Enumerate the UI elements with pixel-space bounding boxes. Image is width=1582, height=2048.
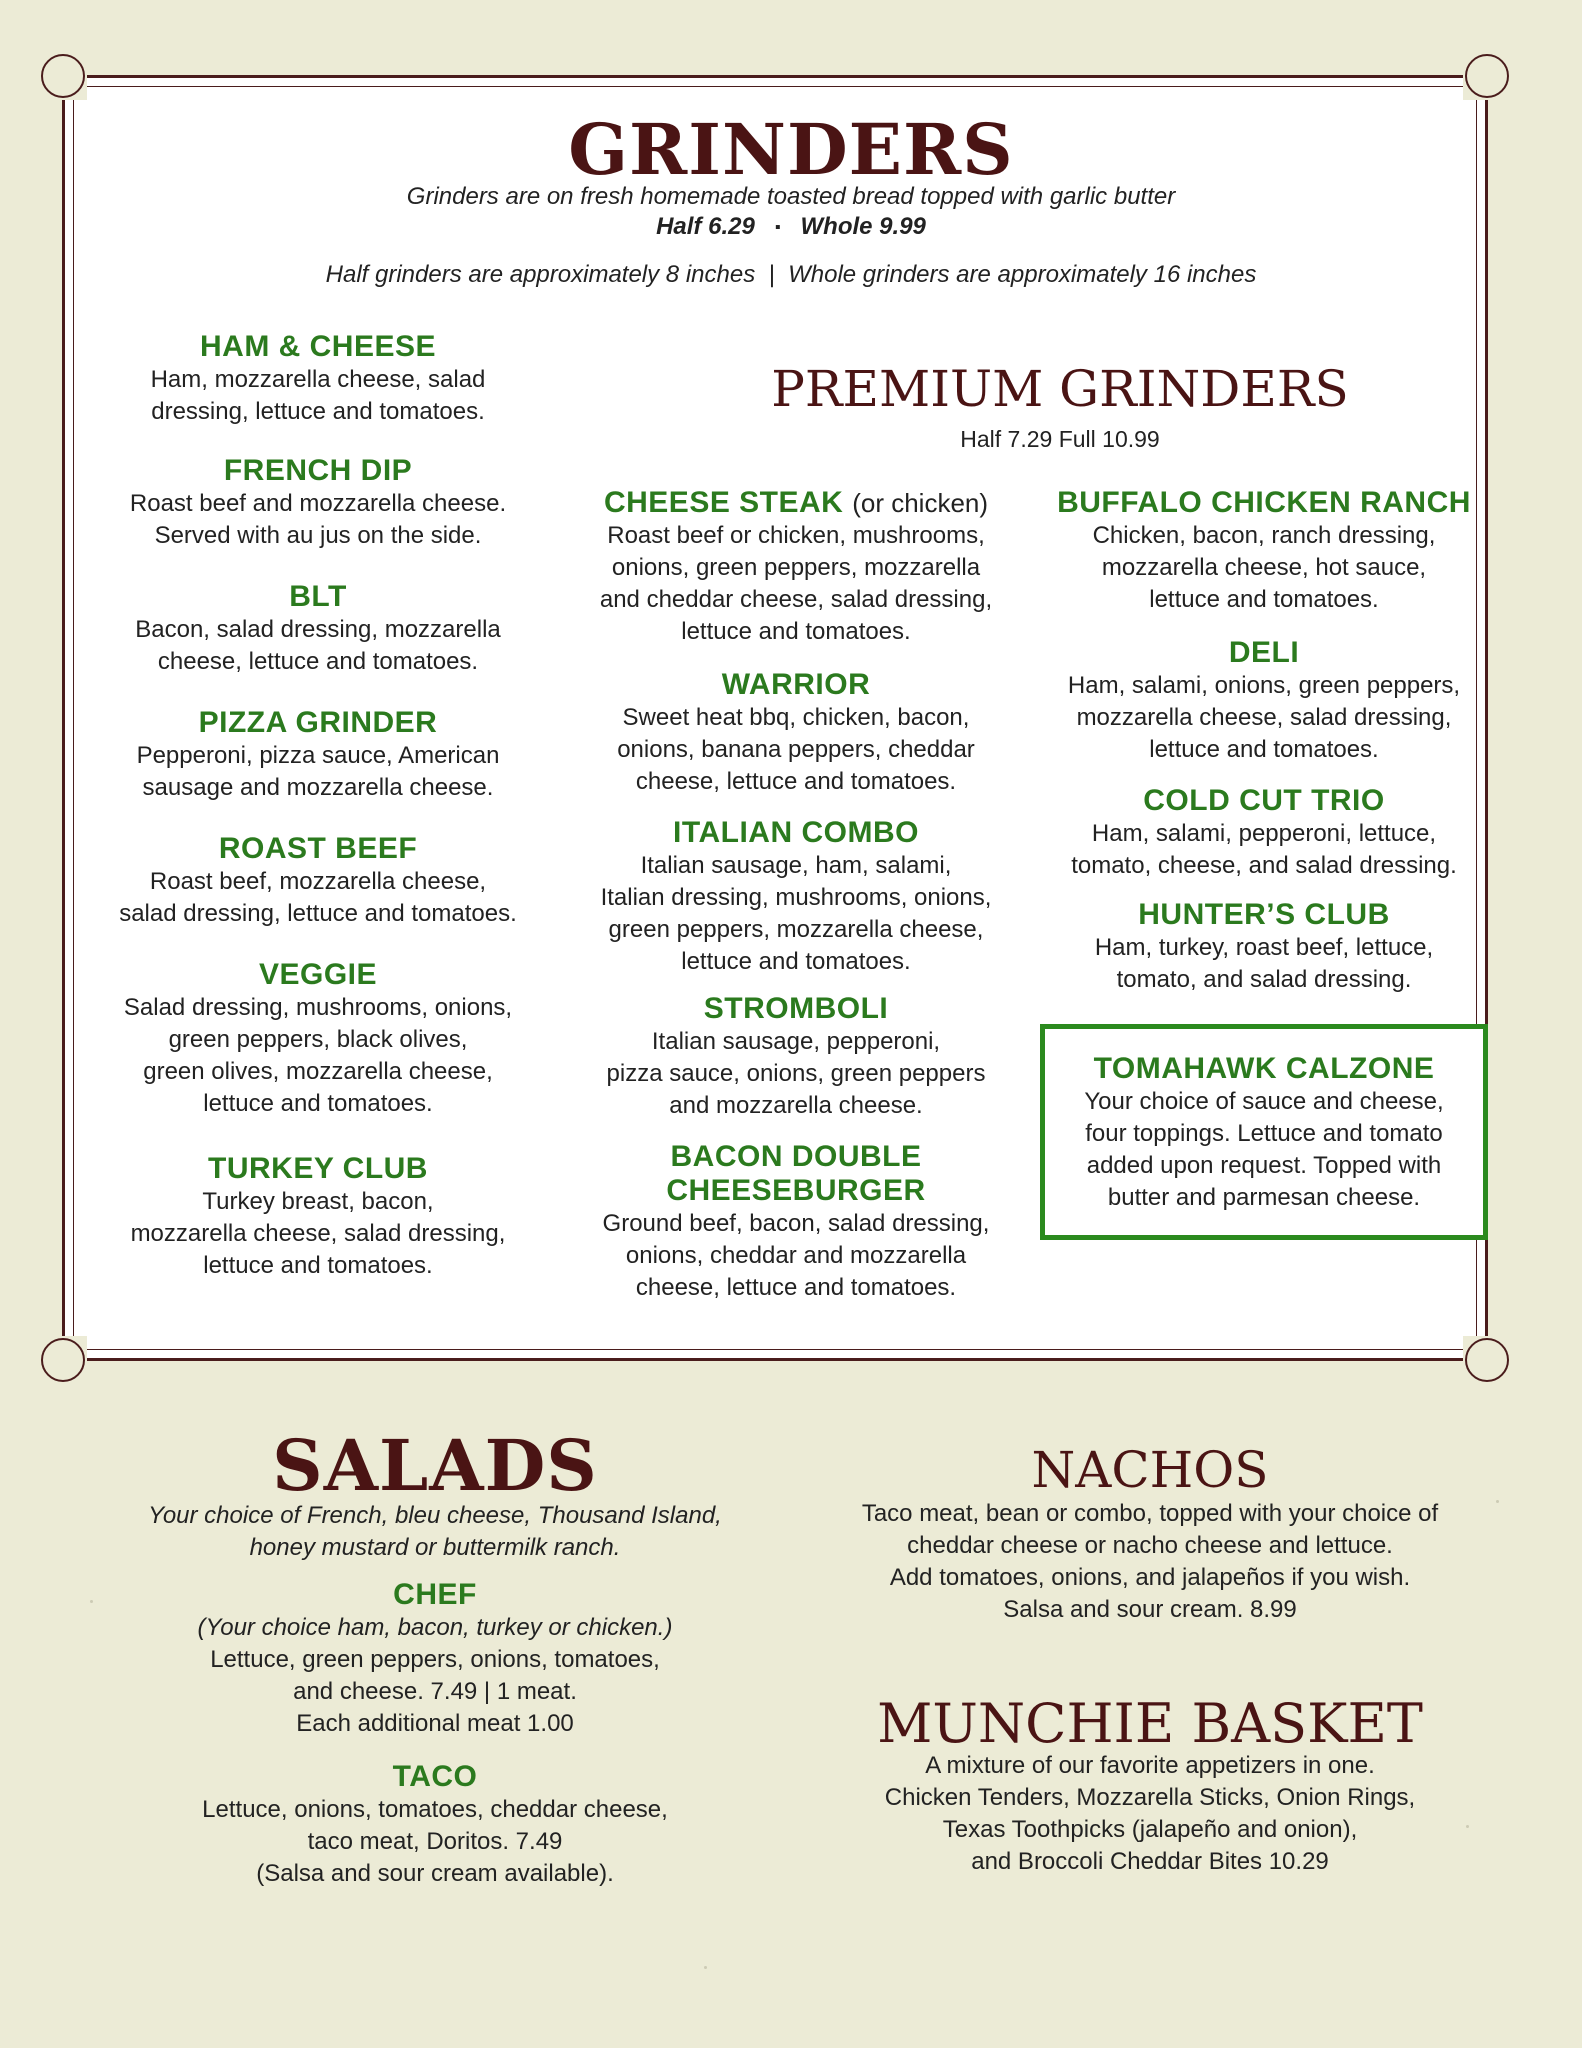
item-desc-line: Bacon, salad dressing, mozzarella <box>135 616 501 643</box>
menu-item-tomahawk-calzone <box>1040 1052 1488 1214</box>
item-desc-line: cheese, lettuce and tomatoes. <box>635 768 957 795</box>
item-desc-line: lettuce and tomatoes. <box>1149 586 1379 613</box>
item-name-line: CHEESEBURGER <box>666 1174 926 1207</box>
item-name: STROMBOLI <box>703 992 889 1025</box>
item-name <box>566 486 1026 520</box>
item-desc-line: Add tomatoes, onions, and jalapeños if you wish. <box>889 1564 1411 1591</box>
item-name: HUNTER’S CLUB <box>1138 898 1390 931</box>
item-desc-line: Texas Toothpicks (jalapeño and onion), <box>942 1816 1358 1843</box>
menu-item-stromboli <box>566 992 1026 1122</box>
munchie-desc <box>790 1750 1510 1878</box>
item-name: FRENCH DIP <box>223 454 413 487</box>
item-desc-line: Italian sausage, ham, salami, <box>640 852 952 879</box>
menu-item-roast-beef <box>82 832 554 930</box>
whole-price: Whole 9.99 <box>800 213 926 240</box>
item-name: TURKEY CLUB <box>208 1152 428 1185</box>
munchie-title: MUNCHIE BASKET <box>877 1692 1423 1755</box>
item-desc-line: Chicken Tenders, Mozzarella Sticks, Onion Rings, <box>884 1784 1416 1811</box>
item-name: DELI <box>1228 636 1300 669</box>
premium-prices: Half 7.29 Full 10.99 <box>960 426 1160 452</box>
item-desc-line: and Broccoli Cheddar Bites 10.29 <box>971 1848 1329 1875</box>
grinders-intro: Grinders are on fresh homemade toasted bread topped with garlic butter <box>406 183 1176 210</box>
grinders-sizes: Half grinders are approximately 8 inches | Whole grinders are approximately 16 inches <box>325 261 1257 288</box>
item-desc-line: lettuce and tomatoes. <box>681 948 911 975</box>
item-desc-line: Roast beef, mozzarella cheese, <box>149 868 487 895</box>
premium-title: PREMIUM GRINDERS <box>771 360 1349 418</box>
corner-ornament <box>61 1336 87 1362</box>
item-desc-line: Each additional meat 1.00 <box>296 1710 574 1737</box>
item-desc-line: Ham, turkey, roast beef, lettuce, <box>1094 934 1434 961</box>
menu-item-turkey-club <box>82 1152 554 1282</box>
menu-item-veggie <box>82 958 554 1120</box>
item-desc-line: Ham, salami, onions, green peppers, <box>1067 672 1461 699</box>
salads-intro-line: honey mustard or buttermilk ranch. <box>249 1534 621 1561</box>
item-desc-line: green olives, mozzarella cheese, <box>143 1058 493 1085</box>
item-desc-line: mozzarella cheese, salad dressing, <box>130 1220 506 1247</box>
item-name: VEGGIE <box>258 958 378 991</box>
item-desc-line: dressing, lettuce and tomatoes. <box>151 398 485 425</box>
item-desc-line: Your choice of sauce and cheese, <box>1084 1088 1444 1115</box>
item-desc-line: added upon request. Topped with <box>1086 1152 1442 1179</box>
item-desc-line: Chicken, bacon, ranch dressing, <box>1092 522 1436 549</box>
paper-speck <box>90 1600 93 1603</box>
item-desc-line: Turkey breast, bacon, <box>202 1188 434 1215</box>
item-desc-line: butter and parmesan cheese. <box>1107 1184 1421 1211</box>
grinders-prices <box>0 212 1582 243</box>
item-desc-line: Pepperoni, pizza sauce, American <box>136 742 500 769</box>
item-desc-line: tomato, and salad dressing. <box>1116 966 1412 993</box>
grinders-title: GRINDERS <box>568 108 1014 191</box>
item-note: (or chicken) <box>852 488 989 518</box>
item-desc-line: Lettuce, green peppers, onions, tomatoes, <box>210 1646 660 1673</box>
item-desc-line: salad dressing, lettuce and tomatoes. <box>119 900 517 927</box>
item-desc-line: lettuce and tomatoes. <box>203 1252 433 1279</box>
item-desc-line: Lettuce, onions, tomatoes, cheddar cheese, <box>202 1796 668 1823</box>
corner-ornament <box>61 74 87 100</box>
item-name: CHEF <box>393 1578 477 1611</box>
item-desc-line: Taco meat, bean or combo, topped with your choice of <box>861 1500 1439 1527</box>
nachos-desc <box>790 1498 1510 1626</box>
corner-ornament <box>1463 74 1489 100</box>
item-desc-line: four toppings. Lettuce and tomato <box>1085 1120 1443 1147</box>
item-name: HAM & CHEESE <box>199 330 437 363</box>
item-name: ITALIAN COMBO <box>673 816 919 849</box>
menu-item-french-dip <box>82 454 554 552</box>
price-separator: ▪ <box>774 219 781 236</box>
item-name: WARRIOR <box>721 668 871 701</box>
item-desc-line: green peppers, black olives, <box>168 1026 468 1053</box>
item-desc-line: sausage and mozzarella cheese. <box>142 774 494 801</box>
corner-ornament <box>1463 1336 1489 1362</box>
menu-item-deli <box>1034 636 1494 766</box>
item-desc-line: tomato, cheese, and salad dressing. <box>1071 852 1457 879</box>
item-name: ROAST BEEF <box>218 832 418 865</box>
salads-intro <box>100 1500 770 1564</box>
menu-item-blt <box>82 580 554 678</box>
item-desc-line: mozzarella cheese, hot sauce, <box>1101 554 1427 581</box>
item-desc-line: mozzarella cheese, salad dressing, <box>1076 704 1452 731</box>
item-desc-line: taco meat, Doritos. 7.49 <box>307 1828 563 1855</box>
half-price: Half 6.29 <box>656 213 755 240</box>
item-desc-line: cheese, lettuce and tomatoes. <box>157 648 479 675</box>
menu-item-taco-salad <box>100 1760 770 1890</box>
menu-item-italian-combo <box>566 816 1026 978</box>
item-desc-line: lettuce and tomatoes. <box>203 1090 433 1117</box>
item-name: TOMAHAWK CALZONE <box>1093 1052 1435 1085</box>
item-desc-line: Sweet heat bbq, chicken, bacon, <box>622 704 970 731</box>
menu-item-chef-salad <box>100 1578 770 1740</box>
menu-item-pizza-grinder <box>82 706 554 804</box>
item-desc-line: A mixture of our favorite appetizers in one. <box>925 1752 1375 1779</box>
item-desc-line: Served with au jus on the side. <box>154 522 482 549</box>
item-desc-line: and cheddar cheese, salad dressing, <box>599 586 993 613</box>
item-desc-line: lettuce and tomatoes. <box>1149 736 1379 763</box>
item-desc-line: Italian dressing, mushrooms, onions, <box>600 884 992 911</box>
item-name-line: BACON DOUBLE <box>670 1140 922 1173</box>
menu-item-cheese-steak <box>566 486 1026 648</box>
item-desc-line: Ham, mozzarella cheese, salad <box>150 366 486 393</box>
menu-item-bacon-double-cheeseburger <box>566 1140 1026 1304</box>
item-name: TACO <box>392 1760 478 1793</box>
paper-speck <box>704 1966 707 1969</box>
item-desc-line: and cheese. 7.49 | 1 meat. <box>293 1678 577 1705</box>
menu-item-cold-cut-trio <box>1034 784 1494 882</box>
item-note: (Your choice ham, bacon, turkey or chicken.) <box>197 1614 673 1641</box>
item-desc-line: Italian sausage, pepperoni, <box>651 1028 941 1055</box>
item-desc-line: lettuce and tomatoes. <box>681 618 911 645</box>
salads-title: SALADS <box>272 1424 598 1507</box>
item-desc-line: green peppers, mozzarella cheese, <box>608 916 984 943</box>
menu-item-buffalo-chicken-ranch <box>1034 486 1494 616</box>
item-name: BLT <box>289 580 347 613</box>
item-desc-line: (Salsa and sour cream available). <box>256 1860 614 1887</box>
item-desc-line: Roast beef and mozzarella cheese. <box>129 490 507 517</box>
item-desc-line: Salad dressing, mushrooms, onions, <box>123 994 513 1021</box>
item-desc-line: onions, cheddar and mozzarella <box>625 1242 967 1269</box>
item-name: PIZZA GRINDER <box>198 706 438 739</box>
salads-intro-line: Your choice of French, bleu cheese, Thousand Island, <box>148 1502 722 1529</box>
item-desc-line: cheese, lettuce and tomatoes. <box>635 1274 957 1301</box>
item-desc-line: Ground beef, bacon, salad dressing, <box>602 1210 990 1237</box>
item-desc-line: and mozzarella cheese. <box>669 1092 923 1119</box>
item-name: BUFFALO CHICKEN RANCH <box>1057 486 1471 519</box>
nachos-title: NACHOS <box>1031 1441 1269 1499</box>
item-name: COLD CUT TRIO <box>1143 784 1385 817</box>
item-desc-line: cheddar cheese or nacho cheese and lettuce. <box>907 1532 1393 1559</box>
item-desc-line: Roast beef or chicken, mushrooms, <box>607 522 985 549</box>
item-desc-line: onions, green peppers, mozzarella <box>611 554 981 581</box>
menu-item-warrior <box>566 668 1026 798</box>
item-desc-line: onions, banana peppers, cheddar <box>617 736 975 763</box>
menu-item-hunters-club <box>1034 898 1494 996</box>
item-desc-line: pizza sauce, onions, green peppers <box>606 1060 986 1087</box>
item-name-text: CHEESE STEAK <box>603 486 844 519</box>
item-desc-line: Salsa and sour cream. 8.99 <box>1003 1596 1297 1623</box>
menu-item-ham-cheese <box>82 330 554 428</box>
item-desc-line: Ham, salami, pepperoni, lettuce, <box>1091 820 1437 847</box>
